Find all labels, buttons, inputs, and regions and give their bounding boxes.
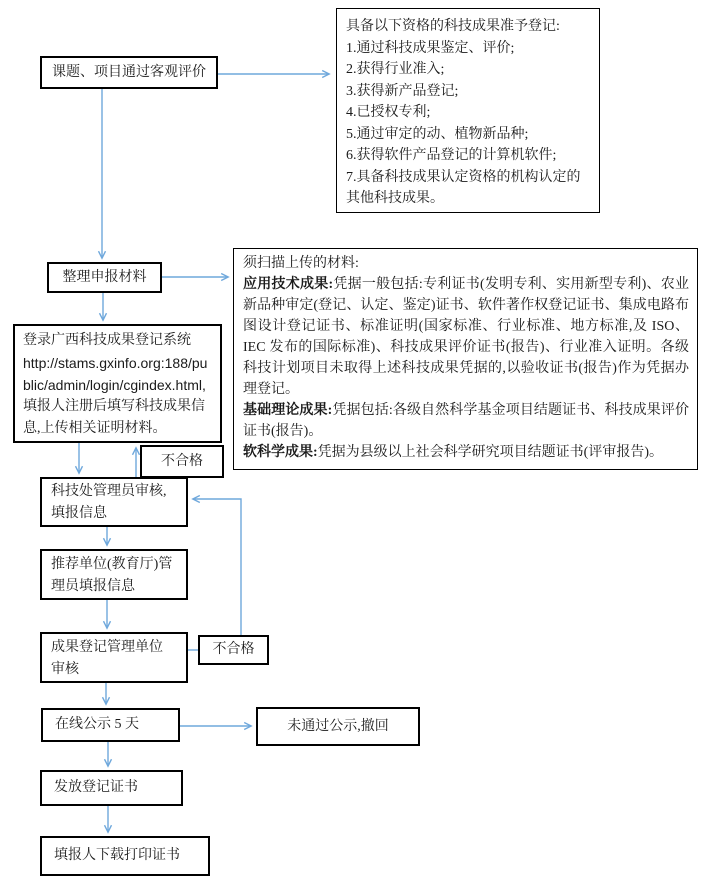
login-system-url: http://stams.gxinfo.org:188/public/admin/login/cgindex.html, — [23, 355, 208, 393]
scan-section-basic-theory — [243, 400, 689, 442]
node-dept-review-label: 科技处管理员审核,填报信息 — [51, 484, 167, 521]
node-withdraw-label: 未通过公示,撤回 — [287, 718, 389, 734]
qualification-item: 2.获得行业准入; — [346, 62, 445, 77]
qualification-item: 4.已授权专利; — [346, 105, 431, 120]
label-fail-1-text: 不合格 — [161, 453, 203, 469]
scan-section-basic-theory-text: 凭据包括:各级自然科学基金项目结题证书、科技成果评价证书(报告)。 — [243, 403, 689, 439]
node-issue-certificate-label: 发放登记证书 — [54, 780, 138, 795]
scan-section-applied-text: 凭据一般包括:专利证书(发明专利、实用新型专利)、农业新品种审定(登记、认定、鉴定)证书、软件著作权登记证书、集成电路布图设计登记证书、标准证明(国家标准、行业标准、地方标准,及 ISO、IEC 发布的国际标准)、科技成果评价证书(报告)、行业准入证明。各级科技计划项目未取得上述科技成果凭据的,以验收证书(报告)作为凭据办理登记。 — [243, 277, 689, 397]
qualification-item: 7.具备科技成果认定资格的机构认定的其他科技成果。 — [346, 169, 581, 206]
node-issue-certificate — [40, 770, 183, 806]
node-topic-evaluation — [40, 56, 218, 89]
login-system-rest: 填报人注册后填写科技成果信息,上传相关证明材料。 — [23, 399, 205, 436]
node-dept-review — [40, 477, 188, 527]
scan-section-applied-label: 应用技术成果: — [243, 277, 334, 292]
scan-section-soft-science-text: 凭据为县级以上社会科学研究项目结题证书(评审报告)。 — [317, 445, 663, 460]
node-registry-review — [40, 632, 188, 683]
node-prepare-materials-label: 整理申报材料 — [62, 269, 147, 285]
node-prepare-materials — [47, 262, 162, 293]
qualification-item: 5.通过审定的动、植物新品种; — [346, 126, 529, 142]
qualification-item: 6.获得软件产品登记的计算机软件; — [346, 148, 557, 163]
node-scan-materials — [233, 248, 698, 470]
label-fail-2-text: 不合格 — [212, 642, 255, 657]
node-topic-evaluation-label: 课题、项目通过客观评价 — [52, 64, 206, 80]
label-fail-1 — [140, 445, 224, 478]
qualification-item: 3.获得新产品登记; — [346, 83, 459, 99]
node-online-publicity-label: 在线公示 5 天 — [55, 717, 139, 732]
label-fail-2 — [198, 635, 269, 665]
node-recommend-unit — [40, 549, 188, 600]
scan-section-soft-science-label: 软科学成果: — [243, 445, 318, 460]
node-online-publicity — [41, 708, 180, 742]
scan-section-applied — [243, 274, 689, 400]
arrow-fail-to-dept — [193, 499, 241, 635]
node-login-system — [13, 324, 222, 443]
node-withdraw — [256, 707, 420, 746]
scan-section-soft-science — [243, 442, 689, 463]
login-system-intro: 登录广西科技成果登记系统 — [23, 333, 191, 348]
node-print-certificate-label: 填报人下载打印证书 — [54, 848, 180, 863]
node-recommend-unit-label: 推荐单位(教育厅)管理员填报信息 — [51, 557, 173, 594]
node-print-certificate — [40, 836, 210, 876]
scan-section-basic-theory-label: 基础理论成果: — [243, 403, 333, 418]
node-qualification-list — [336, 8, 600, 213]
qualification-item: 1.通过科技成果鉴定、评价; — [346, 40, 515, 56]
scan-materials-title: 须扫描上传的材料: — [243, 256, 359, 271]
qualification-title: 具备以下资格的科技成果准予登记: — [346, 19, 560, 34]
node-registry-review-label: 成果登记管理单位审核 — [51, 640, 163, 677]
